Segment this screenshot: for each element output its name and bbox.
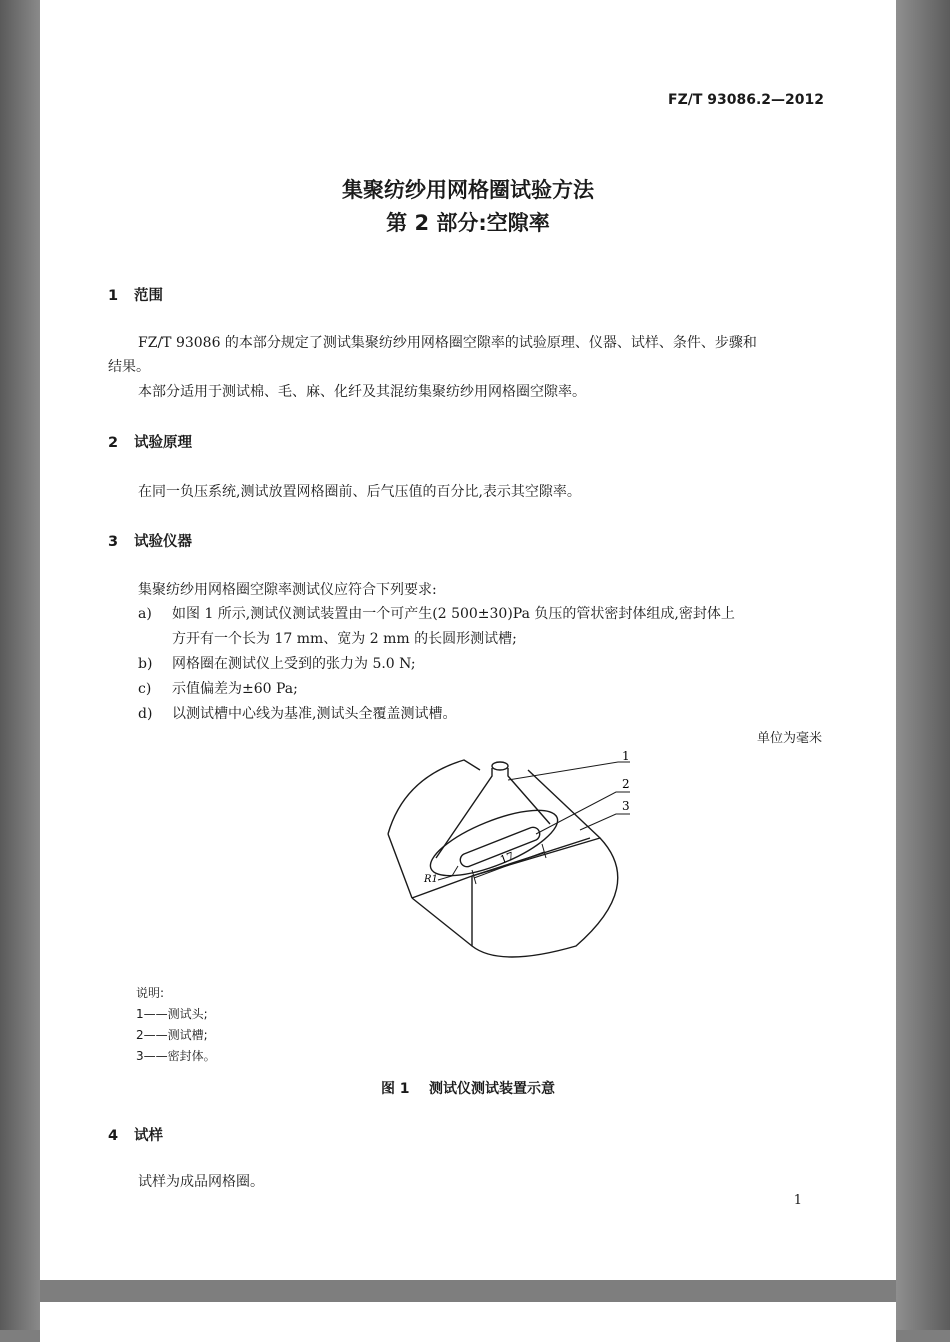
list-item-a-line2: 方开有一个长为 17 mm、宽为 2 mm 的长圆形测试槽;: [172, 631, 517, 647]
section-4-para1: 试样为成品网格圈。: [138, 1174, 264, 1190]
list-item-c-line1: 示值偏差为±60 Pa;: [172, 681, 298, 697]
list-item-b-line1: 网格圈在测试仪上受到的张力为 5.0 N;: [172, 656, 416, 672]
list-item-d: [138, 702, 456, 726]
list-item-b: [138, 652, 416, 676]
list-item-d-line1: 以测试槽中心线为基准,测试头全覆盖测试槽。: [172, 706, 457, 722]
section-1-heading: [108, 284, 163, 305]
test-head-top: [492, 762, 508, 770]
dimension-r1-label: R1: [424, 874, 438, 885]
legend-item-2: 2——测试槽;: [136, 1028, 208, 1042]
section-3-number: 3: [108, 534, 119, 550]
legend-item-3: 3——密封体。: [136, 1049, 216, 1063]
callout-1-label: 1: [622, 750, 630, 763]
dim-tick-right: [542, 844, 546, 858]
sealing-body-outline: [388, 760, 480, 834]
figure-1-diagram: [340, 750, 640, 960]
sealing-body-side-face: [412, 898, 472, 946]
section-3-title: 试验仪器: [134, 534, 192, 550]
next-page-top: [40, 1302, 896, 1342]
test-head-base: [423, 797, 566, 889]
legend-item-1: 1——测试头;: [136, 1007, 208, 1021]
document-title: 集聚纺纱用网格圈试验方法: [342, 178, 594, 202]
dimension-17-label: 17: [498, 849, 516, 867]
section-2-title: 试验原理: [134, 435, 192, 451]
list-item-a-label: a): [138, 606, 152, 622]
section-2-number: 2: [108, 435, 119, 451]
list-item-b-label: b): [138, 656, 153, 672]
legend-title: 说明:: [136, 986, 165, 1000]
document-subtitle: 第 2 部分:空隙率: [386, 211, 550, 235]
document-page: [40, 0, 896, 1280]
figure-legend: [136, 983, 216, 1067]
viewer-left-edge: [0, 0, 40, 1330]
callout-3-label: 3: [622, 799, 630, 813]
section-1-number: 1: [108, 288, 119, 304]
section-1-para1-line2: 结果。: [108, 359, 150, 375]
sealing-body-top-edge: [528, 770, 600, 838]
figure-caption: 图 1 测试仪测试装置示意: [380, 1081, 556, 1097]
section-2-heading: [108, 431, 192, 452]
section-3-intro: 集聚纺纱用网格圈空隙率测试仪应符合下列要求:: [138, 582, 437, 598]
radius-leader: [438, 866, 458, 880]
standard-number: FZ/T 93086.2—2012: [668, 92, 824, 108]
section-4-heading: [108, 1124, 163, 1145]
callout-3-leader: [580, 814, 630, 830]
test-head-left-line: [436, 768, 492, 858]
sealing-body-left-edge: [388, 834, 412, 898]
section-3-heading: [108, 530, 192, 551]
list-item-a: [138, 602, 838, 626]
list-item-d-label: d): [138, 706, 153, 722]
callout-2-label: 2: [622, 777, 630, 791]
list-item-c-label: c): [138, 681, 152, 697]
viewer-right-edge: [896, 0, 950, 1330]
list-item-a-line1: 如图 1 所示,测试仪测试装置由一个可产生(2 500±30)Pa 负压的管状密封体组成,密封体上: [172, 606, 735, 622]
page-number: 1: [793, 1193, 802, 1208]
section-2-para1: 在同一负压系统,测试放置网格圈前、后气压值的百分比,表示其空隙率。: [138, 484, 581, 500]
section-4-title: 试样: [134, 1128, 163, 1144]
section-4-number: 4: [108, 1128, 119, 1144]
section-1-para1-line1: FZ/T 93086 的本部分规定了测试集聚纺纱用网格圈空隙率的试验原理、仪器、试样、条件、步骤和: [138, 335, 757, 351]
list-item-c: [138, 677, 298, 701]
section-1-para2: 本部分适用于测试棉、毛、麻、化纤及其混纺集聚纺纱用网格圈空隙率。: [138, 384, 586, 400]
section-1-title: 范围: [134, 288, 163, 304]
units-note: 单位为毫米: [756, 731, 822, 746]
callout-2-leader: [536, 792, 630, 834]
callout-1-leader: [508, 762, 630, 780]
